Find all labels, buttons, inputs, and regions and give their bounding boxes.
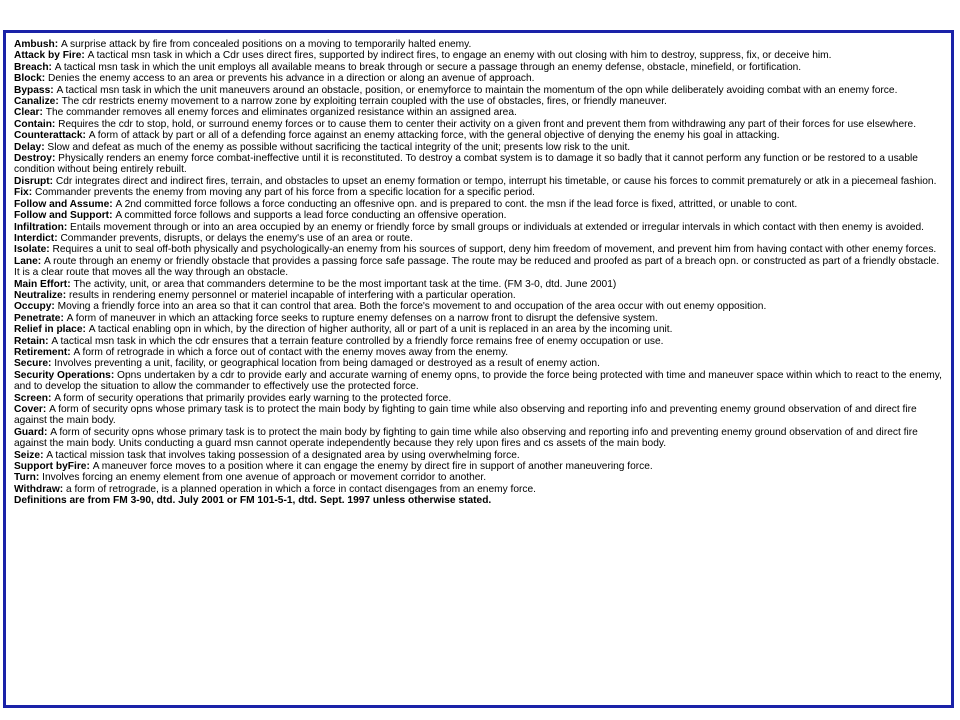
definition-term: Disrupt — [14, 175, 50, 187]
definition-text: A tactical msn task in which the unit employs all available means to break through or secure a passage through an enemy defense, obstacle, minefield, or fortification. — [54, 61, 802, 73]
definition-term: Infiltration — [14, 221, 64, 233]
term-colon: : — [82, 130, 89, 142]
term-colon: : — [51, 153, 59, 165]
definition-text: A 2nd committed force follows a force conducting an offesnive opn. and is prepared to cont. the msn if the lead force is fixed, attritted, or unable to cont. — [115, 198, 798, 210]
term-colon: : — [54, 39, 61, 50]
definition-entry — [14, 472, 943, 483]
definition-entry — [14, 279, 943, 290]
definition-entry — [14, 358, 943, 369]
definition-term: Main Effort — [14, 278, 68, 290]
definition-entry — [14, 73, 943, 84]
definition-entry — [14, 324, 943, 335]
term-colon: : — [62, 289, 69, 301]
definition-term: Follow and Support — [14, 210, 110, 222]
definition-term: Contain — [14, 118, 52, 130]
definition-text: A tactical enabling opn in which, by the direction of higher authority, all or part of a unit is replaced in an area by the incoming unit. — [88, 324, 673, 336]
definition-entry — [14, 244, 943, 255]
definition-term: Attack by Fire — [14, 50, 82, 62]
definition-entry — [14, 404, 943, 427]
definition-entry — [14, 427, 943, 450]
term-colon: : — [44, 426, 51, 438]
definition-entry — [14, 461, 943, 472]
definition-entry — [14, 85, 943, 96]
definition-text: A surprise attack by fire from concealed positions on a moving to temporarily halted enemy. — [60, 39, 472, 50]
definition-term: Secure — [14, 358, 48, 370]
definition-entry — [14, 187, 943, 198]
definition-term: Clear — [14, 107, 40, 119]
definition-text: Commander prevents, disrupts, or delays the enemy's use of an area or route. — [60, 232, 413, 244]
definition-term: Neutralize — [14, 289, 63, 301]
definition-entry — [14, 199, 943, 210]
definition-text: Requires the cdr to stop, hold, or surround enemy forces or to cause them to center their activity on a given front and prevent them from withdrawing any part of their forces for use elsewhere. — [58, 118, 917, 130]
definition-text: The commander removes all enemy forces and eliminates organized resistance within an assigned area. — [45, 107, 517, 119]
definition-text: The activity, unit, or area that commanders determine to be the most important task at the time. (FM 3-0, dtd. June 2001) — [73, 278, 617, 290]
term-colon: : — [109, 198, 116, 210]
definition-term: Seize — [14, 449, 41, 461]
definition-text: Denies the enemy access to an area or prevents his advance in a direction or along an avenue of approach. — [47, 73, 535, 85]
definition-entry — [14, 233, 943, 244]
definition-text: Slow and defeat as much of the enemy as possible without sacrificing the tactical integrity of the unit; presents low risk to the unit. — [47, 141, 631, 153]
term-colon: : — [51, 301, 58, 313]
definition-text: A form of security operations that primarily provides early warning to the protected force. — [54, 392, 452, 404]
definition-term: Turn — [14, 472, 36, 484]
definition-entry — [14, 176, 943, 187]
definition-text: A tactical msn task in which a Cdr uses direct fires, supported by indirect fires, to engage an enemy with out closing with him to destroy, suppress, fix, or deceive him. — [87, 50, 832, 62]
source-footnote: Definitions are from FM 3-90, dtd. July 2001 or FM 101-5-1, dtd. Sept. 1997 unless otherwise stated. — [14, 495, 492, 507]
definition-text: Moving a friendly force into an area so that it can control that area. Both the force's movement to and occupation of the area occur with out enemy opposition. — [57, 301, 767, 313]
definition-term: Guard — [14, 426, 45, 438]
definition-entry — [14, 153, 943, 176]
definition-text: Involves forcing an enemy element from one avenue of approach or movement corridor to another. — [42, 472, 487, 484]
definition-entry — [14, 393, 943, 404]
definition-term: Withdraw — [14, 483, 60, 495]
term-colon: : — [47, 392, 55, 404]
definition-entry — [14, 107, 943, 118]
definition-term: Fix — [14, 187, 29, 199]
definition-term: Retirement — [14, 346, 68, 358]
definition-entry — [14, 290, 943, 301]
term-colon: : — [49, 175, 56, 187]
definition-entry — [14, 142, 943, 153]
term-colon: : — [46, 244, 53, 256]
definition-term: Canalize — [14, 96, 56, 108]
definition-term: Retain — [14, 335, 46, 347]
definition-entry — [14, 62, 943, 73]
term-colon: : — [47, 358, 55, 370]
definitions-list — [14, 39, 943, 507]
definition-term: Delay — [14, 141, 42, 153]
definition-entry — [14, 301, 943, 312]
definition-text: A maneuver force moves to a position where it can engage the enemy by direct fire in support of another maneuvering force. — [92, 461, 653, 473]
term-colon: : — [67, 278, 74, 290]
definition-text: A form of maneuver in which an attacking force seeks to rupture enemy defenses on a narrow front to disrupt the defensive system. — [66, 312, 658, 324]
definition-entry — [14, 210, 943, 221]
definition-text: A route through an enemy or friendly obstacle that provides a passing force safe passage. The route may be reduced and proofed as part of a breach opn. or constructed as part of a friendly obstacle. It is a clear route that moves all the way through an obstacle. — [14, 255, 940, 279]
definition-text: A form of security opns whose primary task is to protect the main body by fighting to gain time while also observing and reporting info and preventing enemy ground observation of and direct fire against the main body. — [14, 404, 917, 427]
definition-term: Counterattack — [14, 130, 83, 142]
term-colon: : — [45, 335, 52, 347]
definition-text: Requires a unit to seal off-both physically and psychologically-an enemy from his sources of support, deny him freedom of movement, and prevent him from having contact with other enemy forces. — [52, 244, 937, 256]
definition-entry — [14, 450, 943, 461]
definition-term: Bypass — [14, 84, 51, 96]
definition-term: Relief in place — [14, 324, 83, 336]
term-colon: : — [81, 50, 88, 62]
definition-entry — [14, 484, 943, 495]
definition-text: A form of retrograde in which a force out of contact with the enemy moves away from the enemy. — [73, 346, 509, 358]
definition-text: A form of security opns whose primary task is to protect the main body by fighting to gain time while also observing and reporting info and preventing enemy ground observation of and direct fire against the main body. Units conducting a guard msn cannot operate independently because they rely upon fires and cs assets of the main body. — [14, 426, 918, 450]
definition-entry — [14, 96, 943, 107]
definition-text: Physically renders an enemy force combat-ineffective until it is reconstituted. To destroy a combat system is to damage it so badly that it cannot perform any function or be restored to a usable condition without being entirely rebuilt. — [14, 153, 918, 176]
term-colon: : — [35, 472, 43, 484]
definition-entry — [14, 119, 943, 130]
definition-term: Ambush — [14, 39, 55, 50]
definition-text: Commander prevents the enemy from moving any part of his force from a specific location for a specific period. — [34, 187, 535, 199]
term-colon: : — [42, 404, 50, 415]
definition-text: A form of attack by part or all of a defending force against an enemy attacking force, with the general objective of denying the enemy his goal in attacking. — [88, 130, 780, 142]
definition-term: Occupy — [14, 301, 52, 313]
definition-term: Isolate — [14, 244, 47, 256]
definition-term: Security Operations — [14, 369, 111, 381]
definition-entry — [14, 336, 943, 347]
definitions-panel — [3, 30, 954, 708]
term-colon: : — [39, 107, 46, 119]
definition-entry — [14, 130, 943, 141]
definition-text: A tactical mission task that involves taking possession of a designated area by using overwhelming force. — [46, 449, 520, 461]
term-colon: : — [28, 187, 35, 199]
definition-term: Destroy — [14, 153, 52, 165]
definition-text: A committed force follows and supports a lead force conducting an offensive operation. — [115, 210, 507, 222]
term-colon: : — [51, 118, 59, 130]
definition-entry — [14, 50, 943, 61]
definition-text: Involves preventing a unit, facility, or geographical location from being damaged or destroyed as a result of enemy action. — [54, 358, 600, 370]
definition-entry — [14, 222, 943, 233]
definition-term: Screen — [14, 392, 48, 404]
term-colon: : — [37, 255, 45, 267]
term-colon: : — [59, 483, 66, 495]
term-colon: : — [86, 461, 93, 473]
term-colon: : — [41, 141, 48, 153]
term-colon: : — [50, 84, 57, 96]
definition-text: A tactical msn task in which the cdr ensures that a terrain feature controlled by a friendly force remains free of enemy occupation or use. — [51, 335, 664, 347]
definition-text: A tactical msn task in which the unit maneuvers around an obstacle, position, or enemyforce to maintain the momentum of the opn while deliberately avoiding combat with an enemy force. — [56, 84, 898, 96]
definition-term: Penetrate — [14, 312, 61, 324]
definition-text: results in rendering enemy personnel or materiel incapable of interfering with a particular operation. — [68, 289, 516, 301]
definition-term: Breach — [14, 61, 49, 73]
term-colon: : — [55, 96, 62, 108]
definition-text: The cdr restricts enemy movement to a narrow zone by exploiting terrain coupled with the use of obstacles, fires, or friendly maneuver. — [61, 96, 667, 108]
term-colon: : — [54, 232, 61, 244]
term-colon: : — [67, 346, 74, 358]
definition-text: Cdr integrates direct and indirect fires, terrain, and obstacles to upset an enemy formation or tempo, interrupt his timetable, or cause his forces to commit prematurely or atk in a piecemeal fashion. — [55, 175, 937, 187]
definition-term: Support byFire — [14, 461, 87, 473]
definition-term: Cover — [14, 404, 43, 415]
term-colon: : — [48, 61, 55, 73]
definition-entry — [14, 313, 943, 324]
definition-term: Interdict — [14, 232, 55, 244]
term-colon: : — [63, 221, 71, 233]
term-colon: : — [40, 449, 47, 461]
term-colon: : — [82, 324, 89, 336]
definition-term: Follow and Assume — [14, 198, 110, 210]
definition-entry — [14, 39, 943, 50]
definition-entry — [14, 256, 943, 279]
definition-term: Block — [14, 73, 42, 85]
term-colon: : — [60, 312, 67, 324]
definition-text: a form of retrograde, is a planned operation in which a force in contact disengages from an enemy force. — [65, 483, 537, 495]
definition-text: Opns undertaken by a cdr to provide early and accurate warning of enemy opns, to provide the force being protected with time and maneuver space within which to react to the enemy, and to develop the situation to allow the commander to effectively use the protected force. — [14, 369, 942, 393]
definition-entry — [14, 347, 943, 358]
term-colon: : — [109, 210, 116, 222]
term-colon: : — [41, 73, 48, 85]
definition-entry — [14, 370, 943, 393]
definition-term: Lane — [14, 255, 38, 267]
definition-text: Entails movement through or into an area occupied by an enemy or friendly force by small groups or individuals at extended or irregular intervals in which contact with then enemy is avoided. — [70, 221, 924, 233]
term-colon: : — [110, 369, 118, 381]
